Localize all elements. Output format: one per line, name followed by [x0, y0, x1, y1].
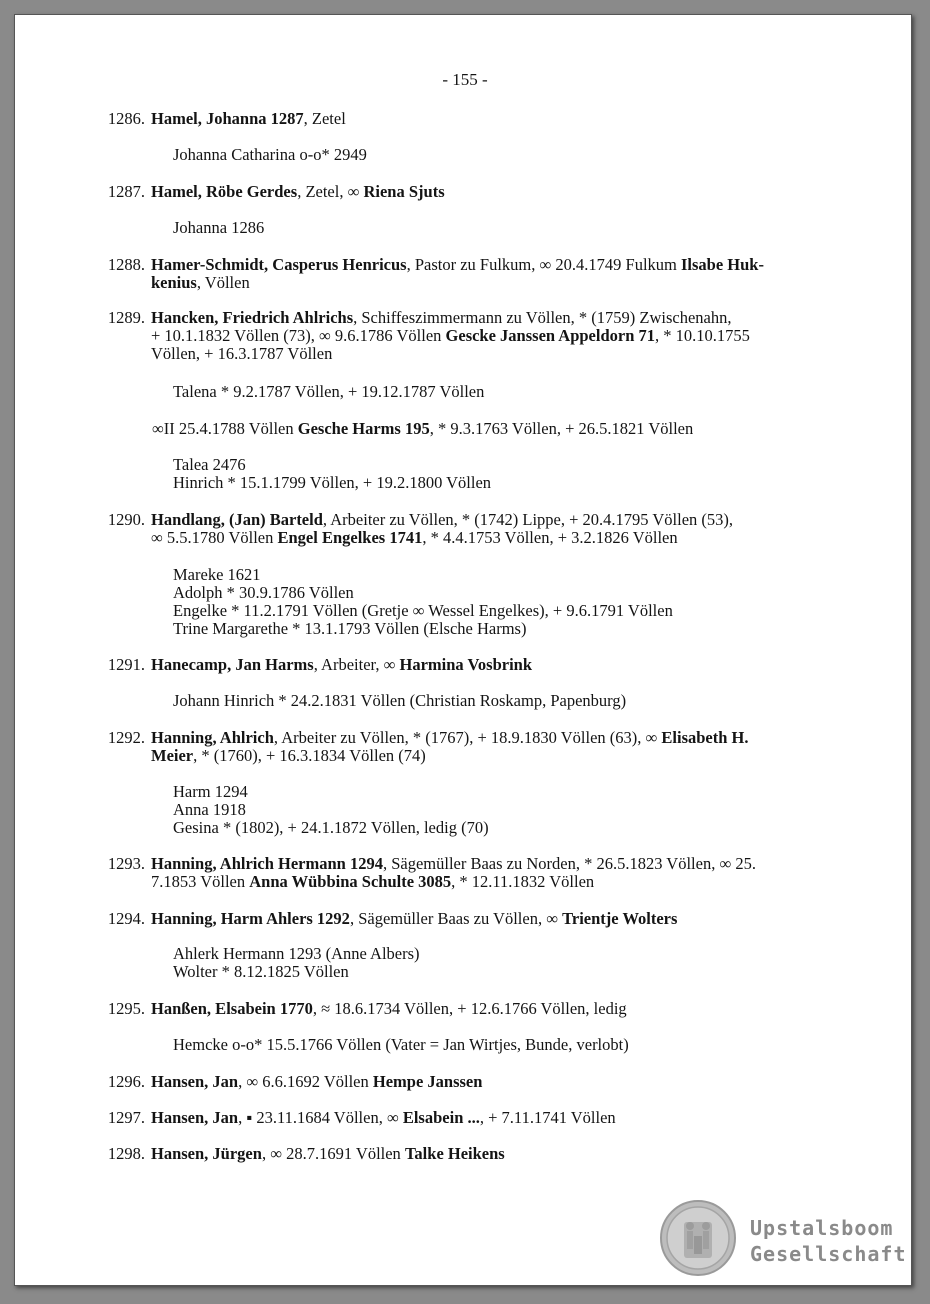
children-1295	[173, 1036, 873, 1054]
society-logo-text	[750, 1215, 907, 1267]
entry-1293	[93, 855, 861, 891]
entry-details-cont: , + 7.11.1741 Völlen	[479, 1108, 616, 1127]
child-line: Hinrich * 15.1.1799 Völlen, + 19.2.1800 Völlen	[173, 473, 492, 492]
entry-number: 1294.	[107, 909, 145, 928]
entry-1289	[93, 309, 861, 363]
entry-details: , Sägemüller Baas zu Norden, * 26.5.1823 Völlen, ∞ 25.	[382, 854, 756, 873]
child-line: Gesina * (1802), + 24.1.1872 Völlen, ledig (70)	[173, 818, 489, 837]
child-line: Engelke * 11.2.1791 Völlen (Gretje ∞ Wessel Engelkes), + 9.6.1791 Völlen	[173, 601, 673, 620]
entry-number: 1298.	[107, 1144, 145, 1163]
child-line: Ahlerk Hermann 1293 (Anne Albers)	[173, 944, 420, 963]
entry-name: Hancken, Friedrich Ahlrichs	[151, 308, 354, 327]
child-line: Johanna Catharina o-o* 2949	[173, 145, 367, 164]
spouse-name: Gesche Harms 195	[297, 419, 430, 438]
entry-number: 1286.	[107, 109, 145, 128]
children-1291	[173, 692, 873, 710]
children2-1289	[173, 456, 873, 492]
entry-name: Hamer-Schmidt, Casperus Henricus	[151, 255, 407, 274]
entry-1292	[93, 729, 861, 765]
children-1289	[173, 383, 873, 401]
entry-1295	[93, 1000, 861, 1018]
entry-details: , ∞ 28.7.1691 Völlen	[261, 1144, 405, 1163]
entry-1291	[93, 656, 861, 674]
child-line: Wolter * 8.12.1825 Völlen	[173, 962, 349, 981]
spouse-name: Elisabeth H.	[661, 728, 749, 747]
spouse-name: Trientje Wolters	[562, 909, 678, 928]
spouse-name: Gescke Janssen Appeldorn 71	[445, 326, 656, 345]
second-marriage-prefix: ∞II 25.4.1788 Völlen	[152, 419, 298, 438]
children-1292	[173, 783, 873, 837]
entry-name: Hansen, Jürgen	[151, 1144, 262, 1163]
child-line: Anna 1918	[173, 800, 246, 819]
society-seal-icon	[660, 1200, 736, 1276]
entry-details: , Zetel	[303, 109, 346, 128]
entry-number: 1295.	[107, 999, 145, 1018]
entry-details: , ≈ 18.6.1734 Völlen, + 12.6.1766 Völlen, ledig	[312, 999, 627, 1018]
spouse-name: Anna Wübbina Schulte 3085	[249, 872, 452, 891]
spouse-name: Ilsabe Huk-	[681, 255, 764, 274]
child-line: Adolph * 30.9.1786 Völlen	[173, 583, 354, 602]
entry-details: , ∞ 6.6.1692 Völlen	[238, 1072, 373, 1091]
spouse-name: Riena Sjuts	[363, 182, 445, 201]
entry-details-cont: , Völlen	[196, 273, 250, 292]
entry-details: , Pastor zu Fulkum, ∞ 20.4.1749 Fulkum	[406, 255, 681, 274]
entry-details: , Schiffeszimmermann zu Völlen, * (1759) Zwischenahn,	[353, 308, 732, 327]
entry-number: 1293.	[107, 854, 145, 873]
second-marriage-details: , * 9.3.1763 Völlen, + 26.5.1821 Völlen	[429, 419, 694, 438]
entry-details: , Sägemüller Baas zu Völlen, ∞	[349, 909, 563, 928]
entry-details-cont: Völlen, + 16.3.1787 Völlen	[151, 344, 333, 363]
entry-name: Hamel, Johanna 1287	[151, 109, 304, 128]
children-1286	[173, 146, 873, 164]
entry-details: , Zetel, ∞	[297, 182, 364, 201]
entry-1288	[93, 256, 861, 292]
entry-name: Hanecamp, Jan Harms	[151, 655, 314, 674]
entry-details-cont: + 10.1.1832 Völlen (73), ∞ 9.6.1786 Völlen	[151, 326, 446, 345]
spouse-name-cont: kenius	[151, 273, 197, 292]
entry-details-cont: ∞ 5.5.1780 Völlen	[151, 528, 278, 547]
children-1294	[173, 945, 873, 981]
spouse-name: Elsabein ...	[402, 1108, 480, 1127]
second-marriage-1289	[152, 420, 872, 438]
child-line: Johann Hinrich * 24.2.1831 Völlen (Christian Roskamp, Papenburg)	[173, 691, 627, 710]
entry-name: Hansen, Jan	[151, 1108, 239, 1127]
entry-details: , Arbeiter zu Völlen, * (1767), + 18.9.1830 Völlen (63), ∞	[273, 728, 662, 747]
entry-details: , Arbeiter zu Völlen, * (1742) Lippe, + 20.4.1795 Völlen (53),	[322, 510, 734, 529]
entry-name: Hanßen, Elsabein 1770	[151, 999, 313, 1018]
entry-1297	[93, 1109, 861, 1127]
children-1290	[173, 566, 873, 638]
page-number: - 155 -	[442, 70, 488, 89]
entry-1298	[93, 1145, 861, 1163]
entry-1286	[93, 110, 861, 128]
entry-name: Hanning, Ahlrich	[151, 728, 274, 747]
child-line: Talea 2476	[173, 455, 246, 474]
entry-number: 1296.	[107, 1072, 145, 1091]
entry-details-cont: 7.1853 Völlen	[151, 872, 250, 891]
entry-1287	[93, 183, 861, 201]
entry-name: Hamel, Röbe Gerdes	[151, 182, 298, 201]
spouse-name: Engel Engelkes 1741	[277, 528, 423, 547]
child-line: Johanna 1286	[173, 218, 265, 237]
entry-number: 1287.	[107, 182, 145, 201]
spouse-name: Talke Heikens	[404, 1144, 505, 1163]
entry-1296	[93, 1073, 861, 1091]
entry-name: Hanning, Ahlrich Hermann 1294	[151, 854, 383, 873]
entry-number: 1292.	[107, 728, 145, 747]
child-line: Talena * 9.2.1787 Völlen, + 19.12.1787 Völlen	[173, 382, 485, 401]
entry-number: 1291.	[107, 655, 145, 674]
logo-line-2: Gesellschaft	[750, 1242, 907, 1266]
entry-details-cont: , * 4.4.1753 Völlen, + 3.2.1826 Völlen	[422, 528, 678, 547]
entry-name: Hanning, Harm Ahlers 1292	[151, 909, 350, 928]
entry-details: , Arbeiter, ∞	[313, 655, 400, 674]
entry-details-cont: , * (1760), + 16.3.1834 Völlen (74)	[193, 746, 426, 765]
entry-1290	[93, 511, 861, 547]
entry-number: 1289.	[107, 308, 145, 327]
child-line: Hemcke o-o* 15.5.1766 Völlen (Vater = Jan Wirtjes, Bunde, verlobt)	[173, 1035, 629, 1054]
entry-details-cont: , * 10.10.1755	[655, 326, 750, 345]
entry-details-cont: , * 12.11.1832 Völlen	[451, 872, 595, 891]
spouse-name: Hempe Janssen	[372, 1072, 483, 1091]
document-page	[14, 14, 912, 1286]
entry-name: Handlang, (Jan) Barteld	[151, 510, 323, 529]
logo-line-1: Upstalsboom	[750, 1216, 894, 1240]
entry-number: 1288.	[107, 255, 145, 274]
spouse-name-cont: Meier	[151, 746, 194, 765]
entry-details: , ▪ 23.11.1684 Völlen, ∞	[238, 1108, 403, 1127]
entry-number: 1290.	[107, 510, 145, 529]
entry-name: Hansen, Jan	[151, 1072, 239, 1091]
children-1287	[173, 219, 873, 237]
spouse-name: Harmina Vosbrink	[399, 655, 533, 674]
child-line: Mareke 1621	[173, 565, 261, 584]
child-line: Trine Margarethe * 13.1.1793 Völlen (Elsche Harms)	[173, 619, 527, 638]
entry-1294	[93, 910, 861, 928]
child-line: Harm 1294	[173, 782, 248, 801]
entry-number: 1297.	[107, 1108, 145, 1127]
